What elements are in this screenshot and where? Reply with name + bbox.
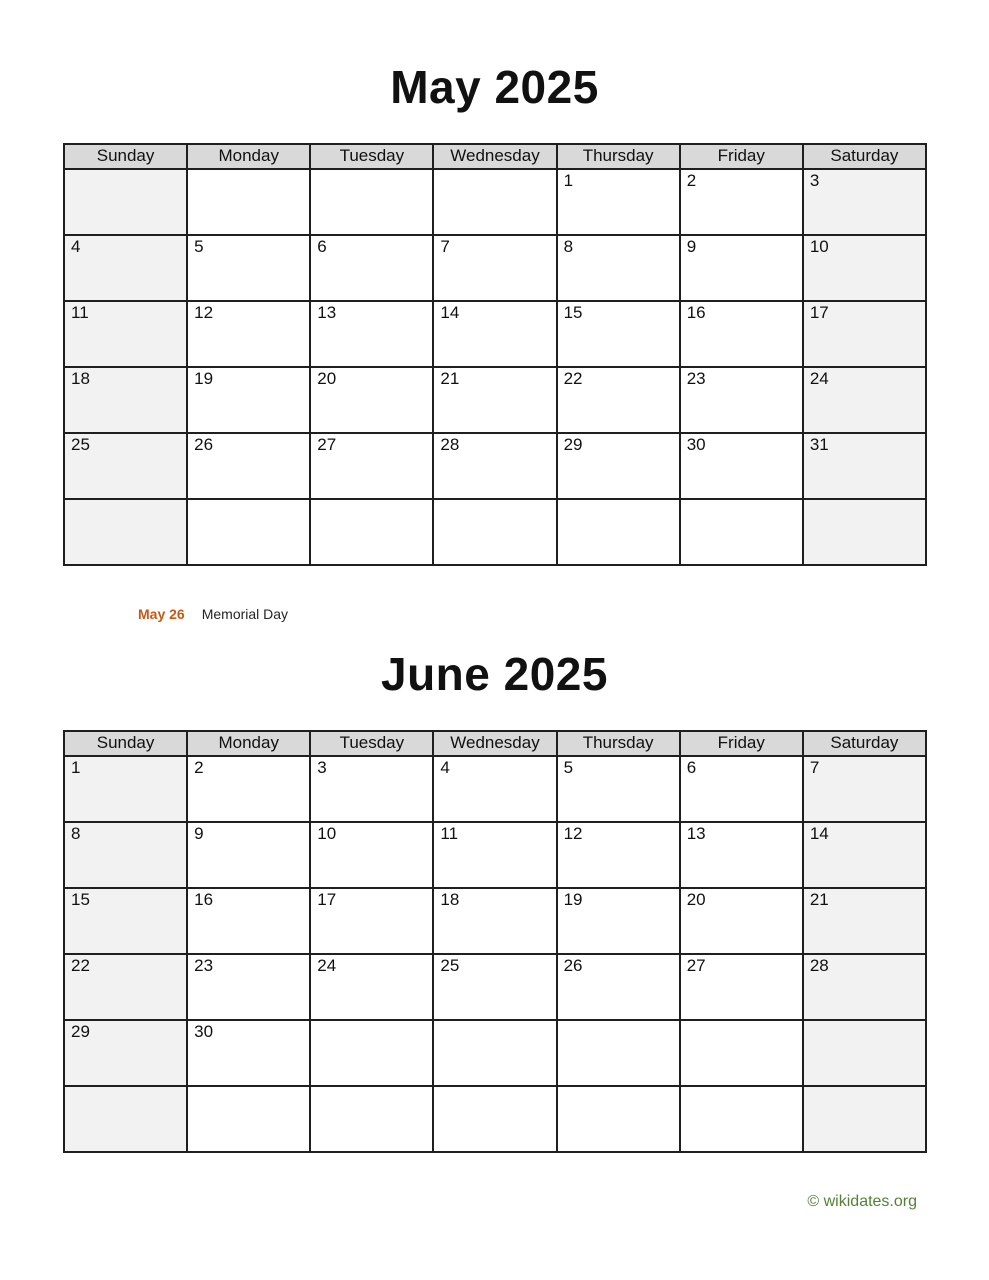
empty-day-cell bbox=[433, 1020, 556, 1086]
empty-day-cell bbox=[310, 499, 433, 565]
week-row bbox=[64, 235, 926, 301]
week-row bbox=[64, 888, 926, 954]
day-cell-14: 14 bbox=[433, 301, 556, 367]
weekday-header-thursday: Thursday bbox=[557, 731, 680, 756]
calendar-table-may bbox=[63, 143, 927, 566]
weekday-header-wednesday: Wednesday bbox=[433, 144, 556, 169]
day-cell-15: 15 bbox=[64, 888, 187, 954]
day-cell-18: 18 bbox=[433, 888, 556, 954]
empty-day-cell bbox=[803, 1086, 926, 1152]
weekday-header-saturday: Saturday bbox=[803, 731, 926, 756]
weekday-header-row bbox=[64, 731, 926, 756]
empty-day-cell bbox=[680, 1086, 803, 1152]
day-cell-7: 7 bbox=[433, 235, 556, 301]
day-cell-27: 27 bbox=[310, 433, 433, 499]
day-cell-4: 4 bbox=[64, 235, 187, 301]
week-row bbox=[64, 301, 926, 367]
empty-day-cell bbox=[310, 1020, 433, 1086]
day-cell-9: 9 bbox=[187, 822, 310, 888]
day-cell-30: 30 bbox=[680, 433, 803, 499]
day-cell-3: 3 bbox=[803, 169, 926, 235]
holiday-event-label: Memorial Day bbox=[201, 606, 289, 622]
day-cell-24: 24 bbox=[803, 367, 926, 433]
day-cell-21: 21 bbox=[803, 888, 926, 954]
empty-day-cell bbox=[310, 169, 433, 235]
week-row bbox=[64, 433, 926, 499]
day-cell-13: 13 bbox=[680, 822, 803, 888]
day-cell-17: 17 bbox=[803, 301, 926, 367]
empty-day-cell bbox=[310, 1086, 433, 1152]
day-cell-28: 28 bbox=[803, 954, 926, 1020]
empty-day-cell bbox=[64, 169, 187, 235]
day-cell-6: 6 bbox=[310, 235, 433, 301]
empty-day-cell bbox=[64, 1086, 187, 1152]
day-cell-23: 23 bbox=[187, 954, 310, 1020]
day-cell-23: 23 bbox=[680, 367, 803, 433]
day-cell-22: 22 bbox=[64, 954, 187, 1020]
day-cell-17: 17 bbox=[310, 888, 433, 954]
empty-day-cell bbox=[803, 499, 926, 565]
week-row bbox=[64, 822, 926, 888]
weekday-header-wednesday: Wednesday bbox=[433, 731, 556, 756]
day-cell-20: 20 bbox=[310, 367, 433, 433]
day-cell-1: 1 bbox=[557, 169, 680, 235]
weekday-header-saturday: Saturday bbox=[803, 144, 926, 169]
empty-day-cell bbox=[680, 499, 803, 565]
weekday-header-thursday: Thursday bbox=[557, 144, 680, 169]
month-title-june: June 2025 bbox=[381, 648, 608, 700]
day-cell-7: 7 bbox=[803, 756, 926, 822]
day-cell-11: 11 bbox=[64, 301, 187, 367]
day-cell-22: 22 bbox=[557, 367, 680, 433]
weekday-header-tuesday: Tuesday bbox=[310, 144, 433, 169]
day-cell-16: 16 bbox=[187, 888, 310, 954]
day-cell-29: 29 bbox=[557, 433, 680, 499]
day-cell-30: 30 bbox=[187, 1020, 310, 1086]
day-cell-9: 9 bbox=[680, 235, 803, 301]
empty-day-cell bbox=[433, 499, 556, 565]
weekday-header-tuesday: Tuesday bbox=[310, 731, 433, 756]
weekday-header-sunday: Sunday bbox=[64, 731, 187, 756]
day-cell-2: 2 bbox=[680, 169, 803, 235]
day-cell-12: 12 bbox=[187, 301, 310, 367]
empty-day-cell bbox=[557, 1086, 680, 1152]
day-cell-18: 18 bbox=[64, 367, 187, 433]
day-cell-2: 2 bbox=[187, 756, 310, 822]
day-cell-15: 15 bbox=[557, 301, 680, 367]
calendar-table-june bbox=[63, 730, 927, 1153]
day-cell-29: 29 bbox=[64, 1020, 187, 1086]
day-cell-1: 1 bbox=[64, 756, 187, 822]
empty-day-cell bbox=[433, 169, 556, 235]
day-cell-5: 5 bbox=[187, 235, 310, 301]
day-cell-26: 26 bbox=[187, 433, 310, 499]
empty-day-cell bbox=[64, 499, 187, 565]
day-cell-19: 19 bbox=[557, 888, 680, 954]
day-cell-8: 8 bbox=[64, 822, 187, 888]
empty-day-cell bbox=[557, 499, 680, 565]
month-title-may: May 2025 bbox=[390, 61, 599, 113]
day-cell-31: 31 bbox=[803, 433, 926, 499]
day-cell-27: 27 bbox=[680, 954, 803, 1020]
day-cell-16: 16 bbox=[680, 301, 803, 367]
day-cell-4: 4 bbox=[433, 756, 556, 822]
day-cell-13: 13 bbox=[310, 301, 433, 367]
day-cell-8: 8 bbox=[557, 235, 680, 301]
weekday-header-friday: Friday bbox=[680, 144, 803, 169]
weekday-header-sunday: Sunday bbox=[64, 144, 187, 169]
empty-day-cell bbox=[187, 169, 310, 235]
week-row bbox=[64, 1020, 926, 1086]
day-cell-19: 19 bbox=[187, 367, 310, 433]
day-cell-10: 10 bbox=[310, 822, 433, 888]
day-cell-14: 14 bbox=[803, 822, 926, 888]
day-cell-3: 3 bbox=[310, 756, 433, 822]
day-cell-6: 6 bbox=[680, 756, 803, 822]
day-cell-21: 21 bbox=[433, 367, 556, 433]
day-cell-12: 12 bbox=[557, 822, 680, 888]
day-cell-11: 11 bbox=[433, 822, 556, 888]
empty-day-cell bbox=[187, 499, 310, 565]
holiday-date-label: May 26 bbox=[138, 606, 185, 622]
week-row bbox=[64, 756, 926, 822]
day-cell-26: 26 bbox=[557, 954, 680, 1020]
week-row bbox=[64, 367, 926, 433]
weekday-header-monday: Monday bbox=[187, 731, 310, 756]
week-row bbox=[64, 1086, 926, 1152]
week-row bbox=[64, 499, 926, 565]
day-cell-10: 10 bbox=[803, 235, 926, 301]
day-cell-28: 28 bbox=[433, 433, 556, 499]
week-row bbox=[64, 954, 926, 1020]
weekday-header-monday: Monday bbox=[187, 144, 310, 169]
empty-day-cell bbox=[557, 1020, 680, 1086]
site-credit: © wikidates.org bbox=[807, 1193, 917, 1210]
holiday-note bbox=[138, 606, 288, 622]
week-row bbox=[64, 169, 926, 235]
day-cell-24: 24 bbox=[310, 954, 433, 1020]
day-cell-5: 5 bbox=[557, 756, 680, 822]
weekday-header-friday: Friday bbox=[680, 731, 803, 756]
empty-day-cell bbox=[433, 1086, 556, 1152]
day-cell-20: 20 bbox=[680, 888, 803, 954]
weekday-header-row bbox=[64, 144, 926, 169]
day-cell-25: 25 bbox=[433, 954, 556, 1020]
day-cell-25: 25 bbox=[64, 433, 187, 499]
empty-day-cell bbox=[680, 1020, 803, 1086]
empty-day-cell bbox=[187, 1086, 310, 1152]
empty-day-cell bbox=[803, 1020, 926, 1086]
